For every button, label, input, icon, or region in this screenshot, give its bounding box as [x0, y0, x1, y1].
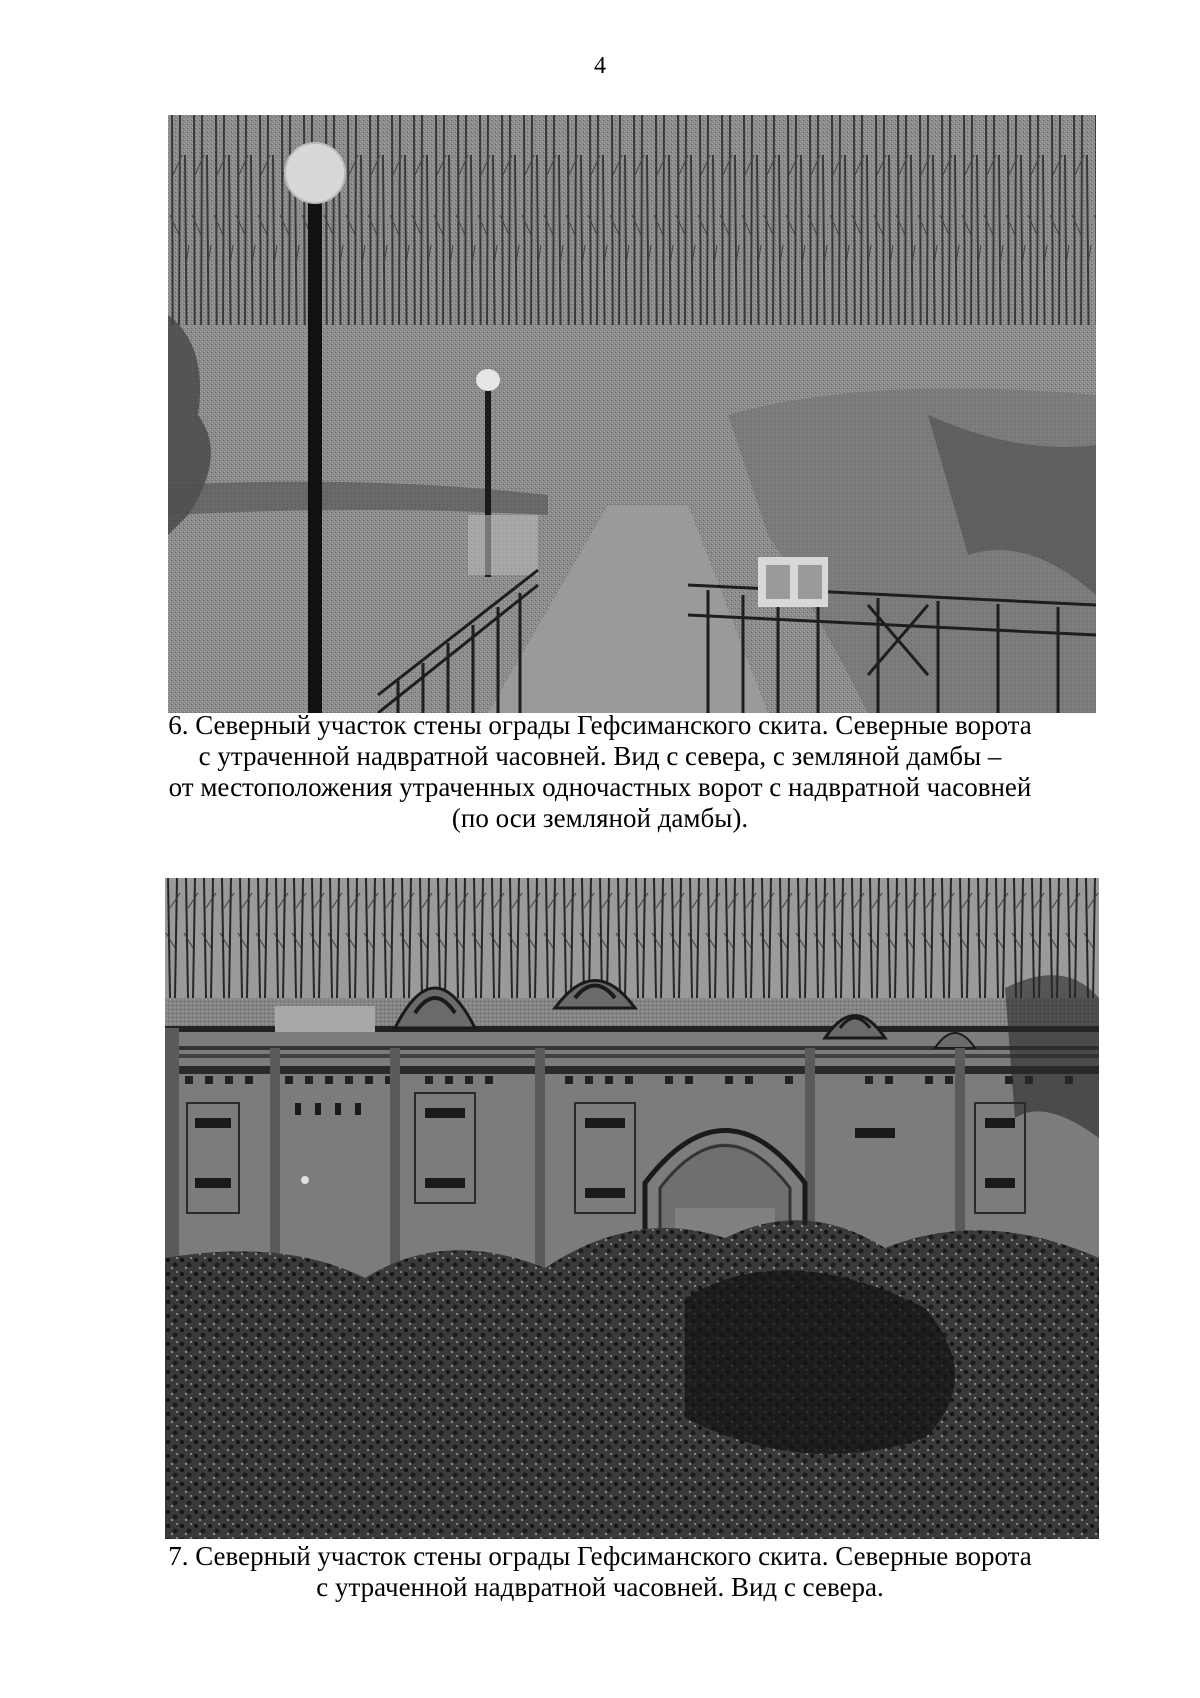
- caption-line: с утраченной надвратной часовней. Вид с севера, с земляной дамбы –: [198, 741, 1002, 771]
- caption-line: (по оси земляной дамбы).: [451, 803, 749, 833]
- photo-north-gate-wall: [165, 878, 1099, 1539]
- figure-6-caption: [100, 710, 1100, 834]
- page-number: 4: [594, 53, 606, 79]
- photo-north-gate-from-dam: [168, 115, 1096, 713]
- caption-line: с утраченной надвратной часовней. Вид с севера.: [316, 1572, 884, 1602]
- caption-line: от местоположения утраченных одночастных ворот с надвратной часовней: [168, 772, 1032, 802]
- caption-line: 7. Северный участок стены ограды Гефсиманского скита. Северные ворота: [168, 1541, 1032, 1571]
- caption-line: 6. Северный участок стены ограды Гефсиманского скита. Северные ворота: [168, 710, 1032, 740]
- figure-7-caption: [100, 1541, 1100, 1603]
